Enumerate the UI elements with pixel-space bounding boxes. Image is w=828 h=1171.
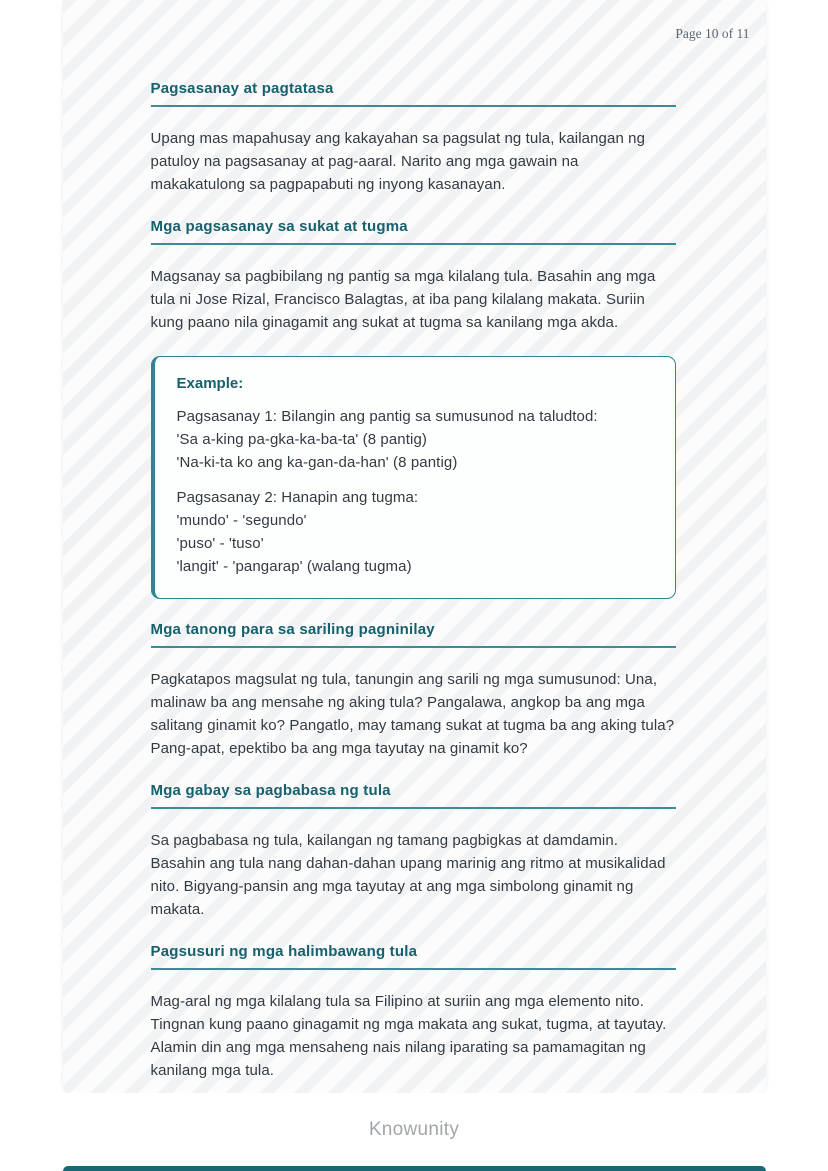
example-line: Pagsasanay 1: Bilangin ang pantig sa sumusunod na taludtod: (176, 408, 598, 425)
page-number: Page 10 of 11 (675, 26, 750, 41)
section-paragraph: Upang mas mapahusay ang kakayahan sa pagsulat ng tula, kailangan ng patuloy na pagsasanay at pag-aaral. Narito ang mga gawain na makakatulong sa pagpapabuti ng inyong kasanayan. (150, 130, 646, 193)
section-pagsusuri-halimbawang-tula (151, 943, 676, 1082)
page-gap-band (0, 1093, 828, 1166)
section-paragraph: Mag-aral ng mga kilalang tula sa Filipino at suriin ang mga elemento nito. Tingnan kung paano ginagamit ng mga makata ang sukat, tugma, at tayutay. Alamin din ang mga mensaheng nais nilang iparating sa pamamagitan ng kanilang mga tula. (150, 993, 667, 1079)
section-pagsasanay-at-pagtatasa (151, 80, 676, 196)
section-heading: Pagsasanay at pagtatasa (151, 80, 676, 107)
section-gabay-sa-pagbabasa (151, 782, 676, 921)
section-sukat-at-tugma (151, 218, 676, 334)
page-card (63, 0, 766, 1093)
example-line: 'langit' - 'pangarap' (walang tugma) (176, 558, 412, 575)
example-group-1 (177, 405, 653, 474)
section-heading: Pagsusuri ng mga halimbawang tula (151, 943, 676, 970)
section-paragraph: Pagkatapos magsulat ng tula, tanungin ang sarili ng mga sumusunod: Una, malinaw ba ang mensahe ng aking tula? Pangalawa, angkop ba ang mga salitang ginamit ko? Pangatlo, may tamang sukat at tugma ba ang aking tula? Pang-apat, epektibo ba ang mga tayutay na ginamit ko? (150, 671, 675, 757)
section-paragraph: Sa pagbabasa ng tula, kailangan ng tamang pagbigkas at damdamin. Basahin ang tula nang dahan-dahan upang marinig ang ritmo at musikalidad nito. Bigyang-pansin ang mga tayutay at ang mga simbolong ginamit ng makata. (150, 832, 666, 918)
example-line: Pagsasanay 2: Hanapin ang tugma: (176, 489, 419, 506)
example-line: 'Sa a-king pa-gka-ka-ba-ta' (8 pantig) (176, 431, 427, 448)
example-box (151, 356, 676, 599)
page-content (63, 80, 766, 1082)
example-line: 'mundo' - 'segundo' (176, 512, 307, 529)
example-line: 'puso' - 'tuso' (176, 535, 264, 552)
section-heading: Mga pagsasanay sa sukat at tugma (151, 218, 676, 245)
section-heading: Mga gabay sa pagbabasa ng tula (151, 782, 676, 809)
example-box-title: Example: (176, 375, 244, 392)
section-heading: Mga tanong para sa sariling pagninilay (151, 621, 676, 648)
next-page-top-edge (63, 1166, 766, 1171)
section-sariling-pagninilay (151, 621, 676, 760)
knowunity-watermark: Knowunity (368, 1118, 460, 1140)
section-paragraph: Magsanay sa pagbibilang ng pantig sa mga kilalang tula. Basahin ang mga tula ni Jose Rizal, Francisco Balagtas, at iba pang kilalang makata. Suriin kung paano nila ginagamit ang sukat at tugma sa kanilang mga akda. (150, 268, 656, 331)
example-group-2 (177, 486, 653, 578)
example-line: 'Na-ki-ta ko ang ka-gan-da-han' (8 pantig) (176, 454, 458, 471)
